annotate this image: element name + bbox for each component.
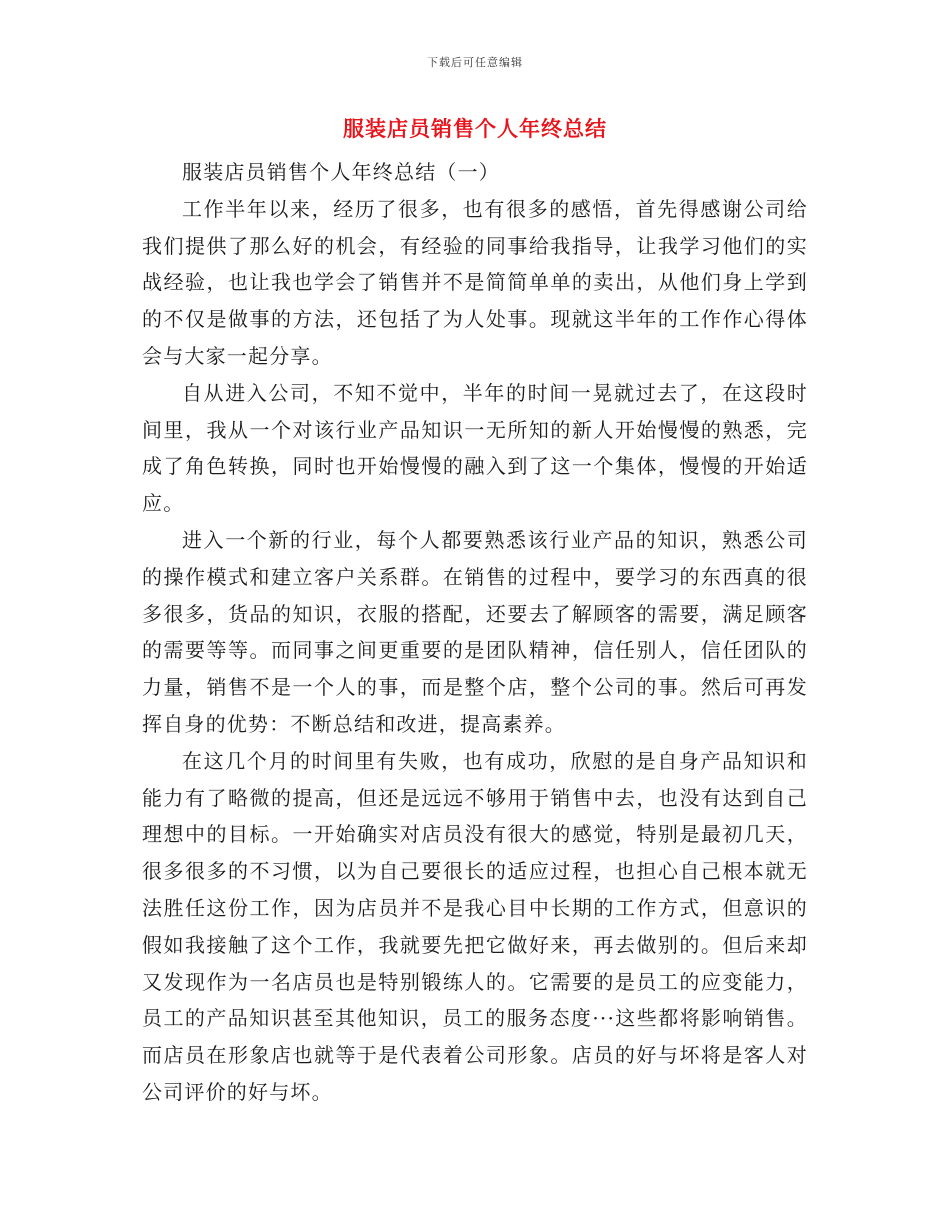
- paragraph-3: 进入一个新的行业，每个人都要熟悉该行业产品的知识，熟悉公司的操作模式和建立客户关系群。在销售的过程中，要学习的东西真的很多很多，货品的知识，衣服的搭配，还要去了解顾客的需要，满足顾客的需要等等。而同事之间更重要的是团队精神，信任别人，信任团队的力量，销售不是一个人的事，而是整个店，整个公司的事。然后可再发挥自身的优势：不断总结和改进，提高素养。: [142, 527, 808, 736]
- document-body: [142, 154, 808, 1111]
- paragraph-2: 自从进入公司，不知不觉中，半年的时间一晃就过去了，在这段时间里，我从一个对该行业产品知识一无所知的新人开始慢慢的熟悉，完成了角色转换，同时也开始慢慢的融入到了这一个集体，慢慢的开始适应。: [142, 380, 808, 516]
- document-title: 服装店员销售个人年终总结: [343, 117, 607, 141]
- document-subtitle: 服装店员销售个人年终总结（一）: [182, 160, 500, 184]
- header-note: 下载后可任意编辑: [427, 56, 523, 69]
- paragraph-4: 在这几个月的时间里有失败，也有成功，欣慰的是自身产品知识和能力有了略微的提高，但还是远远不够用于销售中去，也没有达到自己理想中的目标。一开始确实对店员没有很大的感觉，特别是最初几天，很多很多的不习惯，以为自己要很长的适应过程，也担心自己根本就无法胜任这份工作，因为店员并不是我心目中长期的工作方式，但意识的假如我接触了这个工作，我就要先把它做好来，再去做别的。但后来却又发现作为一名店员也是特别锻练人的。它需要的是员工的应变能力，员工的产品知识甚至其他知识，员工的服务态度···这些都将影响销售。而店员在形象店也就等于是代表着公司形象。店员的好与坏将是客人对公司评价的好与坏。: [142, 748, 808, 1104]
- paragraph-1: 工作半年以来，经历了很多，也有很多的感悟，首先得感谢公司给我们提供了那么好的机会，有经验的同事给我指导，让我学习他们的实战经验，也让我也学会了销售并不是简简单单的卖出，从他们身上学到的不仅是做事的方法，还包括了为人处事。现就这半年的工作作心得体会与大家一起分享。: [142, 196, 808, 368]
